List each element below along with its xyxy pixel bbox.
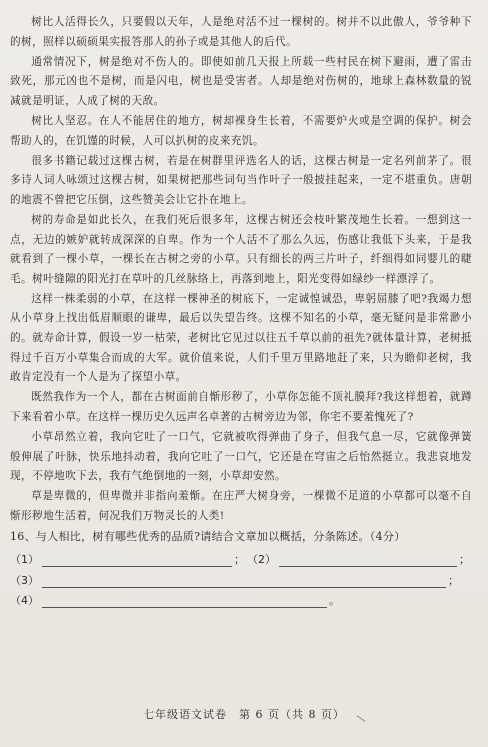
answer-row-4 xyxy=(10,588,472,609)
answer-end-1: ； xyxy=(459,553,470,567)
paragraph-4: 很多书籍记载过这棵古树，若是在树群里评选名人的话，这棵古树是一定名列前茅了。很多诗人词人咏颂过这棵古树，如果树把那些词句当作叶子一般披挂起来，一定不堪重负。唐朝的地震不曾把它压倒，这些赞美会让它扑在地上。 xyxy=(10,154,472,206)
answer-label-4: （4） xyxy=(10,594,39,608)
answer-blank-3[interactable] xyxy=(42,574,446,588)
answer-row-3 xyxy=(10,567,472,588)
answer-row-1 xyxy=(10,547,472,568)
paragraph-3: 树比人坚忍。在人不能居住的地方，树却裸身生长着，不需要炉火或是空调的保护。树会帮助人的，在饥馑的时候，人可以扒树的皮来充饥。 xyxy=(10,114,472,147)
paragraph-1: 树比人活得长久，只要假以天年，人是绝对活不过一棵树的。树并不以此傲人，爷爷种下的树，照样以硕硕果实报答那人的孙子或是其他人的后代。 xyxy=(10,16,472,48)
answer-blank-2[interactable] xyxy=(279,553,457,567)
paragraph-9: 草是卑微的，但卑微并非指向羞惭。在庄严大树身旁，一棵微不足道的小草都可以毫不自惭形秽地生活着，何况我们万物灵长的人类! xyxy=(10,490,472,522)
answer-label-3: （3） xyxy=(10,573,39,587)
answer-blank-1[interactable] xyxy=(42,553,232,567)
page-footer: 七年级语文试卷 第 6 页（共 8 页） xyxy=(143,708,345,721)
paragraph-7: 既然我作为一个人，都在古树面前自惭形秽了，小草你怎能不顶礼膜拜?我这样想着，就蹲下来看着小草。在这样一棵历史久远声名卓著的古树旁边为邻，你宅不要羞愧死了? xyxy=(10,391,472,423)
answer-end-4: 。 xyxy=(329,594,340,608)
paragraph-5: 树的寿命是如此长久，在我们死后很多年，这棵古树还会枝叶繁茂地生长着。一想到这一点，无边的嫉妒就转成深深的自卑。作为一个人活不了那么久远，伤感让我低下头来，于是我就看到了一棵小草，一棵长在古树之旁的小草。只有细长的两三片叶子，纤细得如同婴儿的睫毛。树叶缝隙的阳光打在草叶的几丝脉络上，再落到地上，阳光变得如绿纱一样漂浮了。 xyxy=(10,213,472,285)
passage-body xyxy=(10,13,472,608)
answer-separator: ； xyxy=(234,553,245,567)
question-16: 16、与人相比，树有哪些优秀的品质?请结合文章加以概括，分条陈述。（4分） xyxy=(10,529,406,543)
paragraph-8: 小草昂然立着，我向它吐了一口气，它就被吹得弹曲了身子，但我气息一尽，它就像弹簧般伸展了叶脉，快乐地抖动着，我向它吐了一口气，它还是在穹宙之后怡然挺立。我悲哀地发现，不停地吹下去，我有气绝倒地的一刻，小草却安然。 xyxy=(10,430,472,483)
answer-blank-4[interactable] xyxy=(42,594,327,608)
answer-end-3: ； xyxy=(448,573,459,587)
answer-label-2: （2） xyxy=(247,553,276,567)
paragraph-2: 通常情况下，树是绝对不伤人的。即使如前几天报上所载一些村民在树下避雨，遭了雷击致死，那元凶也不是树，而是闪电，树也是受害者。人却是绝对伤树的，地球上森林数量的锐减就是明证，人成了树的天敌。 xyxy=(10,55,472,107)
paragraph-6: 这样一株柔弱的小草，在这样一棵神圣的树底下，一定诚惶诚恐，卑躬屈膝了吧?我竭力想从小草身上找出低眉顺眼的谦卑，最后以失望告终。这棵不知名的小草，毫无疑问是非常渺小的。就寿命计算，假设一岁一枯荣，老树比它见过以往五千草以前的祖先?就体量计算，老树抵得过千百万小草集合而成的大军。就价值来说，人们千里万里路地赶了来，只为瞻仰老树，我敢肯定没有一个人是为了探望小草。 xyxy=(10,292,472,384)
answer-label-1: （1） xyxy=(10,553,39,567)
